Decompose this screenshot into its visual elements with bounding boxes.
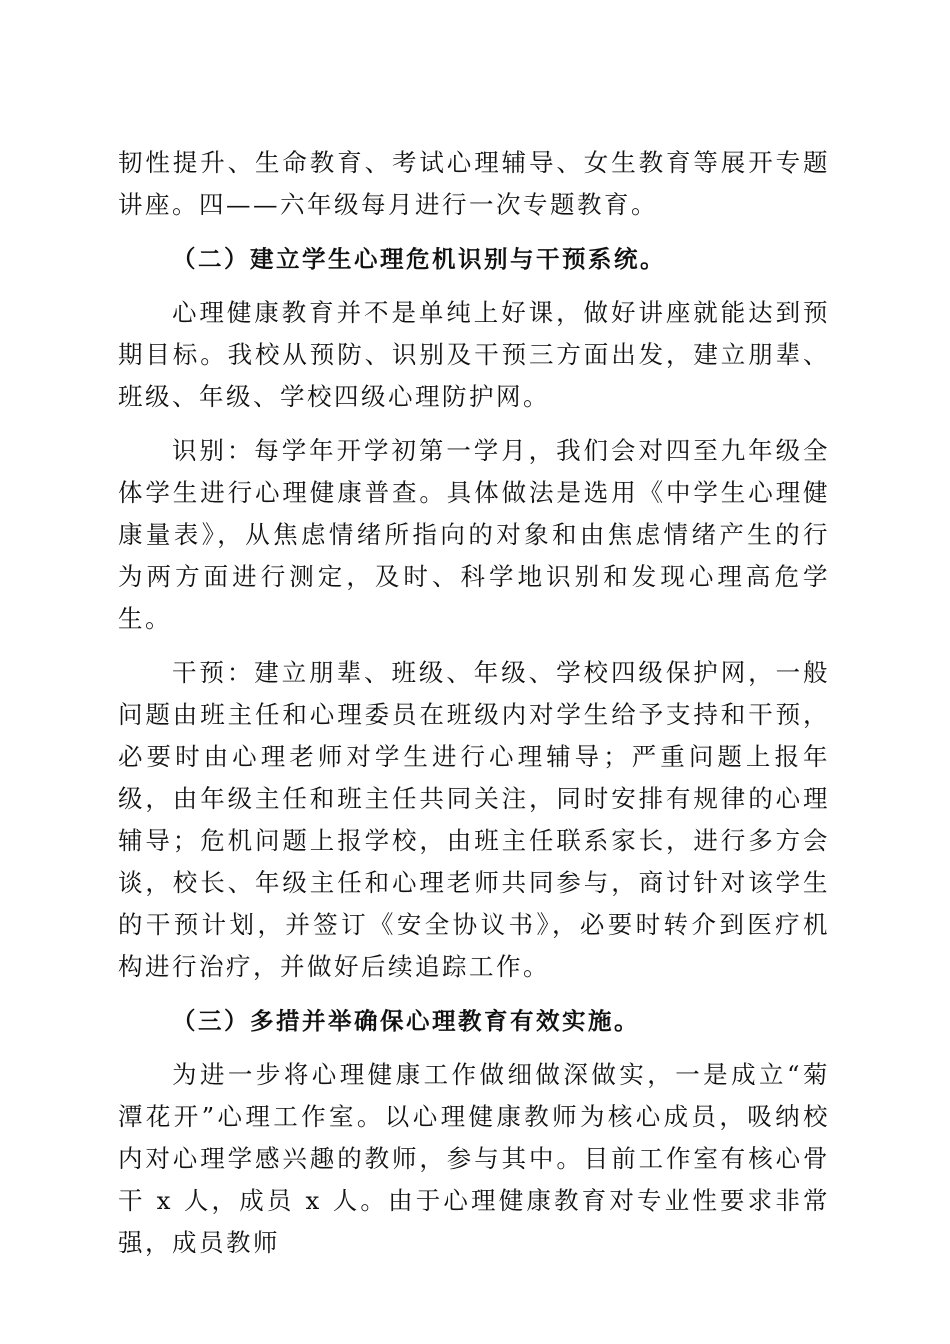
paragraph-studio: 为进一步将心理健康工作做细做深做实，一是成立“菊潭花开”心理工作室。以心理健康教师为核心成员，吸纳校内对心理学感兴趣的教师，参与其中。目前工作室有核心骨干 x 人，成员 x 人。由于心理健康教育对专业性要求非常强，成员教师 [118, 1060, 830, 1257]
paragraph-intervention: 干预：建立朋辈、班级、年级、学校四级保护网，一般问题由班主任和心理委员在班级内对学生给予支持和干预，必要时由心理老师对学生进行心理辅导；严重问题上报年级，由年级主任和班主任共同关注，同时安排有规律的心理辅导；危机问题上报学校，由班主任联系家长，进行多方会谈，校长、年级主任和心理老师共同参与，商讨针对该学生的干预计划，并签订《安全协议书》，必要时转介到医疗机构进行治疗，并做好后续追踪工作。 [118, 658, 830, 981]
section-heading-3: （三）多措并举确保心理教育有效实施。 [172, 1007, 640, 1035]
paragraph-intro: 心理健康教育并不是单纯上好课，做好讲座就能达到预期目标。我校从预防、识别及干预三方面出发，建立朋辈、班级、年级、学校四级心理防护网。 [118, 298, 830, 411]
paragraph-identification: 识别：每学年开学初第一学月，我们会对四至九年级全体学生进行心理健康普查。具体做法是选用《中学生心理健康量表》，从焦虑情绪所指向的对象和由焦虑情绪产生的行为两方面进行测定，及时、科学地识别和发现心理高危学生。 [118, 436, 830, 633]
section-heading-2: （二）建立学生心理危机识别与干预系统。 [172, 245, 666, 273]
paragraph-continuation: 韧性提升、生命教育、考试心理辅导、女生教育等展开专题讲座。四——六年级每月进行一次专题教育。 [118, 148, 830, 219]
document-page [118, 142, 830, 1276]
